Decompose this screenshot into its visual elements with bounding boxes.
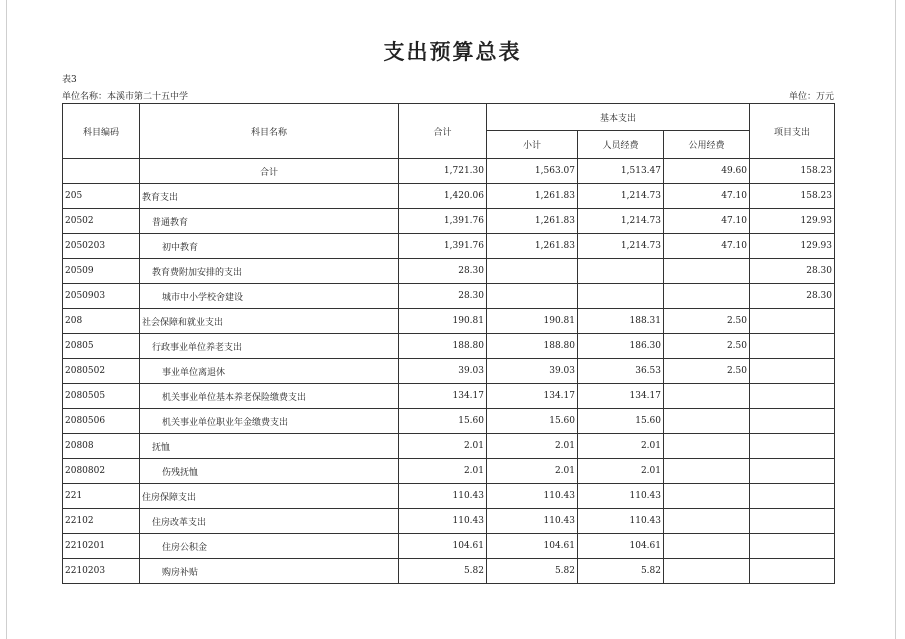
table-row: [63, 309, 835, 334]
header-row-1: [63, 104, 835, 131]
cell-subtotal: [487, 284, 578, 309]
table-row: [63, 209, 835, 234]
cell-code: 2080505: [63, 384, 140, 409]
table-body: [63, 159, 835, 584]
cell-public: [664, 434, 750, 459]
table-row: [63, 534, 835, 559]
table-row: [63, 384, 835, 409]
cell-code: 22102: [63, 509, 140, 534]
page-title: 支出预算总表: [383, 40, 522, 64]
cell-total: 28.30: [399, 284, 487, 309]
cell-total: 1,721.30: [399, 159, 487, 184]
cell-name: 教育支出: [140, 184, 399, 209]
expenditure-budget-table: [62, 103, 835, 584]
cell-project: [750, 359, 835, 384]
cell-total: 1,420.06: [399, 184, 487, 209]
cell-name: 住房公积金: [140, 534, 399, 559]
cell-total: 110.43: [399, 509, 487, 534]
cell-personnel: 1,214.73: [578, 234, 664, 259]
table-row: [63, 184, 835, 209]
cell-total: 2.01: [399, 459, 487, 484]
cell-project: 158.23: [750, 159, 835, 184]
cell-total: 110.43: [399, 484, 487, 509]
table-row: [63, 259, 835, 284]
cell-subtotal: 110.43: [487, 484, 578, 509]
cell-personnel: 104.61: [578, 534, 664, 559]
cell-public: [664, 559, 750, 584]
cell-subtotal: 1,261.83: [487, 234, 578, 259]
cell-public: 2.50: [664, 334, 750, 359]
cell-personnel: 2.01: [578, 459, 664, 484]
cell-code: 20808: [63, 434, 140, 459]
table-row: [63, 434, 835, 459]
unit-name: 单位名称：本溪市第二十五中学: [62, 92, 189, 102]
cell-code: 2050903: [63, 284, 140, 309]
header-code: 科目编码: [63, 104, 140, 159]
table-row: [63, 484, 835, 509]
cell-code: 2080802: [63, 459, 140, 484]
cell-public: [664, 259, 750, 284]
total-row: [63, 159, 835, 184]
cell-personnel: 1,513.47: [578, 159, 664, 184]
sheet-gridline-left: [6, 0, 7, 639]
cell-project: 129.93: [750, 234, 835, 259]
cell-project: [750, 409, 835, 434]
cell-project: 129.93: [750, 209, 835, 234]
cell-subtotal: 134.17: [487, 384, 578, 409]
table-row: [63, 509, 835, 534]
cell-subtotal: 190.81: [487, 309, 578, 334]
cell-name: 机关事业单位基本养老保险缴费支出: [140, 384, 399, 409]
cell-project: [750, 459, 835, 484]
cell-public: 49.60: [664, 159, 750, 184]
header-basic: 基本支出: [487, 104, 750, 131]
cell-subtotal: 1,261.83: [487, 209, 578, 234]
cell-public: 47.10: [664, 234, 750, 259]
cell-code: 20805: [63, 334, 140, 359]
cell-total: 28.30: [399, 259, 487, 284]
cell-code: 2080506: [63, 409, 140, 434]
cell-public: 47.10: [664, 184, 750, 209]
unit-label: 单位：万元: [788, 92, 834, 102]
cell-name: 伤残抚恤: [140, 459, 399, 484]
cell-project: [750, 484, 835, 509]
cell-project: [750, 384, 835, 409]
cell-personnel: 110.43: [578, 509, 664, 534]
cell-personnel: 188.31: [578, 309, 664, 334]
cell-public: 47.10: [664, 209, 750, 234]
cell-name: 住房改革支出: [140, 509, 399, 534]
table-row: [63, 234, 835, 259]
table-row: [63, 459, 835, 484]
cell-subtotal: 5.82: [487, 559, 578, 584]
table-row: [63, 359, 835, 384]
cell-total: 39.03: [399, 359, 487, 384]
cell-project: [750, 559, 835, 584]
cell-public: [664, 459, 750, 484]
cell-personnel: 15.60: [578, 409, 664, 434]
header-personnel: 人员经费: [578, 131, 664, 159]
header-public: 公用经费: [664, 131, 750, 159]
cell-name: 普通教育: [140, 209, 399, 234]
cell-project: 158.23: [750, 184, 835, 209]
cell-code: 208: [63, 309, 140, 334]
cell-personnel: 186.30: [578, 334, 664, 359]
cell-personnel: 134.17: [578, 384, 664, 409]
table-row: [63, 409, 835, 434]
table-row: [63, 334, 835, 359]
cell-project: [750, 509, 835, 534]
cell-project: [750, 534, 835, 559]
cell-personnel: 110.43: [578, 484, 664, 509]
cell-name: 住房保障支出: [140, 484, 399, 509]
sheet-gridline-right: [895, 0, 896, 639]
cell-code: 20502: [63, 209, 140, 234]
cell-personnel: 1,214.73: [578, 184, 664, 209]
cell-personnel: 2.01: [578, 434, 664, 459]
cell-total: 5.82: [399, 559, 487, 584]
cell-personnel: [578, 284, 664, 309]
cell-name: 城市中小学校舍建设: [140, 284, 399, 309]
cell-project: [750, 434, 835, 459]
cell-total: 134.17: [399, 384, 487, 409]
cell-subtotal: 2.01: [487, 434, 578, 459]
cell-public: 2.50: [664, 359, 750, 384]
cell-subtotal: 2.01: [487, 459, 578, 484]
cell-code: 2210203: [63, 559, 140, 584]
cell-personnel: 36.53: [578, 359, 664, 384]
cell-name: 教育费附加安排的支出: [140, 259, 399, 284]
cell-subtotal: 188.80: [487, 334, 578, 359]
cell-project: [750, 309, 835, 334]
cell-public: [664, 484, 750, 509]
cell-subtotal: 110.43: [487, 509, 578, 534]
cell-public: 2.50: [664, 309, 750, 334]
cell-name: 抚恤: [140, 434, 399, 459]
cell-public: [664, 284, 750, 309]
header-subtotal: 小计: [487, 131, 578, 159]
cell-subtotal: 1,261.83: [487, 184, 578, 209]
cell-subtotal: 104.61: [487, 534, 578, 559]
cell-subtotal: [487, 259, 578, 284]
cell-total: 190.81: [399, 309, 487, 334]
header-project: 项目支出: [750, 104, 835, 159]
cell-name: 初中教育: [140, 234, 399, 259]
header-name: 科目名称: [140, 104, 399, 159]
header-total: 合计: [399, 104, 487, 159]
cell-code: 221: [63, 484, 140, 509]
cell-subtotal: 1,563.07: [487, 159, 578, 184]
cell-total: 188.80: [399, 334, 487, 359]
cell-public: [664, 509, 750, 534]
cell-code: 2050203: [63, 234, 140, 259]
cell-name: 合计: [140, 159, 399, 184]
cell-project: 28.30: [750, 259, 835, 284]
cell-personnel: 1,214.73: [578, 209, 664, 234]
table-number: 表3: [62, 75, 77, 85]
cell-name: 机关事业单位职业年金缴费支出: [140, 409, 399, 434]
cell-subtotal: 39.03: [487, 359, 578, 384]
table-row: [63, 284, 835, 309]
cell-name: 行政事业单位养老支出: [140, 334, 399, 359]
cell-code: 2080502: [63, 359, 140, 384]
cell-code: 205: [63, 184, 140, 209]
cell-total: 104.61: [399, 534, 487, 559]
cell-code: 20509: [63, 259, 140, 284]
cell-project: 28.30: [750, 284, 835, 309]
table-row: [63, 559, 835, 584]
cell-name: 购房补贴: [140, 559, 399, 584]
cell-total: 1,391.76: [399, 209, 487, 234]
cell-name: 社会保障和就业支出: [140, 309, 399, 334]
cell-code: [63, 159, 140, 184]
cell-public: [664, 409, 750, 434]
cell-personnel: [578, 259, 664, 284]
cell-total: 1,391.76: [399, 234, 487, 259]
cell-name: 事业单位离退休: [140, 359, 399, 384]
cell-total: 15.60: [399, 409, 487, 434]
cell-public: [664, 384, 750, 409]
cell-total: 2.01: [399, 434, 487, 459]
cell-project: [750, 334, 835, 359]
cell-subtotal: 15.60: [487, 409, 578, 434]
cell-personnel: 5.82: [578, 559, 664, 584]
cell-code: 2210201: [63, 534, 140, 559]
cell-public: [664, 534, 750, 559]
